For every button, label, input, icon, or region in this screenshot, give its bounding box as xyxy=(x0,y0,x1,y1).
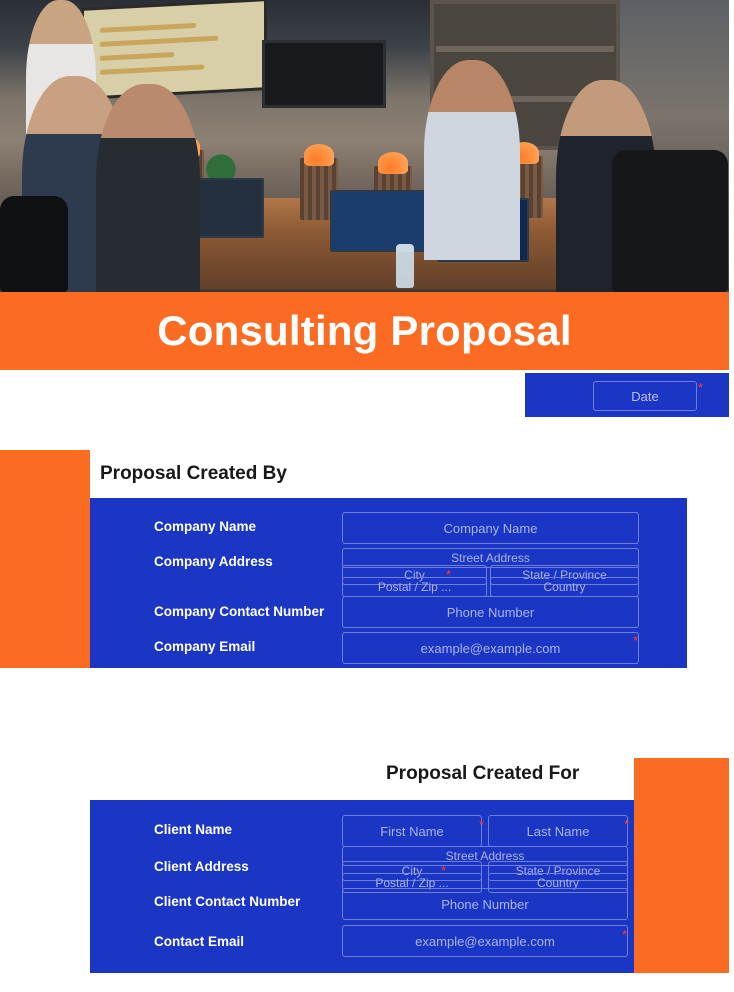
postal-zip-input[interactable] xyxy=(342,577,487,597)
required-asterisk: * xyxy=(633,633,639,648)
label-client-contact-number: Client Contact Number xyxy=(154,894,301,909)
placeholder-text: State / Province xyxy=(515,864,601,878)
required-asterisk: * xyxy=(622,927,628,942)
laptop xyxy=(330,190,426,252)
date-bar xyxy=(525,373,729,417)
section-heading-created-for: Proposal Created For xyxy=(386,763,580,784)
required-asterisk: * xyxy=(441,863,447,878)
company-name-input[interactable] xyxy=(342,512,639,544)
attendee xyxy=(96,84,200,292)
wall-monitor xyxy=(262,40,386,108)
placeholder-text: Country xyxy=(536,876,580,890)
phone-number-input[interactable] xyxy=(342,596,639,628)
placeholder-text: First Name xyxy=(380,823,444,839)
label-company-email: Company Email xyxy=(154,639,256,654)
label-client-name: Client Name xyxy=(154,822,233,837)
required-asterisk: * xyxy=(624,817,630,832)
last-name-input[interactable] xyxy=(488,815,628,847)
placeholder-text: Phone Number xyxy=(441,896,529,912)
email-input[interactable] xyxy=(342,925,628,957)
placeholder-text: Postal / Zip ... xyxy=(377,580,452,594)
attendee xyxy=(424,60,520,260)
office-chair xyxy=(612,150,728,292)
accent-block-right xyxy=(634,758,729,973)
label-company-name: Company Name xyxy=(154,519,257,534)
office-chair xyxy=(0,196,68,292)
projection-screen xyxy=(84,1,264,96)
accent-block-left xyxy=(0,450,90,668)
section-heading-created-by: Proposal Created By xyxy=(100,463,287,484)
placeholder-text: example@example.com xyxy=(415,933,555,949)
placeholder-text: State / Province xyxy=(522,568,607,582)
date-input[interactable] xyxy=(593,381,697,411)
placeholder-text: Last Name xyxy=(526,823,590,839)
first-name-input[interactable] xyxy=(342,815,485,847)
date-placeholder: Date xyxy=(631,388,659,404)
country-input[interactable] xyxy=(490,577,639,597)
email-input[interactable] xyxy=(342,632,639,664)
placeholder-text: Street Address xyxy=(445,849,525,863)
placeholder-text: Street Address xyxy=(451,551,530,565)
required-asterisk: * xyxy=(479,817,485,832)
label-company-contact-number: Company Contact Number xyxy=(154,604,325,619)
placeholder-text: Postal / Zip ... xyxy=(375,876,449,890)
phone-number-input[interactable] xyxy=(342,888,628,920)
placeholder-text: example@example.com xyxy=(420,640,561,656)
placeholder-text: Phone Number xyxy=(446,604,535,620)
title-banner xyxy=(0,292,729,370)
placeholder-text: City xyxy=(401,864,423,878)
label-company-address: Company Address xyxy=(154,554,273,569)
required-asterisk: * xyxy=(698,380,704,395)
shelf xyxy=(436,46,614,52)
placeholder-text: Country xyxy=(543,580,586,594)
water-bottle xyxy=(396,244,414,288)
panel-created-by xyxy=(90,498,687,668)
panel-created-for xyxy=(90,800,634,973)
placeholder-text: Company Name xyxy=(443,520,538,536)
label-client-address: Client Address xyxy=(154,859,249,874)
hero-photo xyxy=(0,0,729,292)
label-contact-email: Contact Email xyxy=(154,934,245,949)
required-asterisk: * xyxy=(446,567,452,582)
page-title: Consulting Proposal xyxy=(157,307,572,354)
placeholder-text: City xyxy=(404,568,425,582)
